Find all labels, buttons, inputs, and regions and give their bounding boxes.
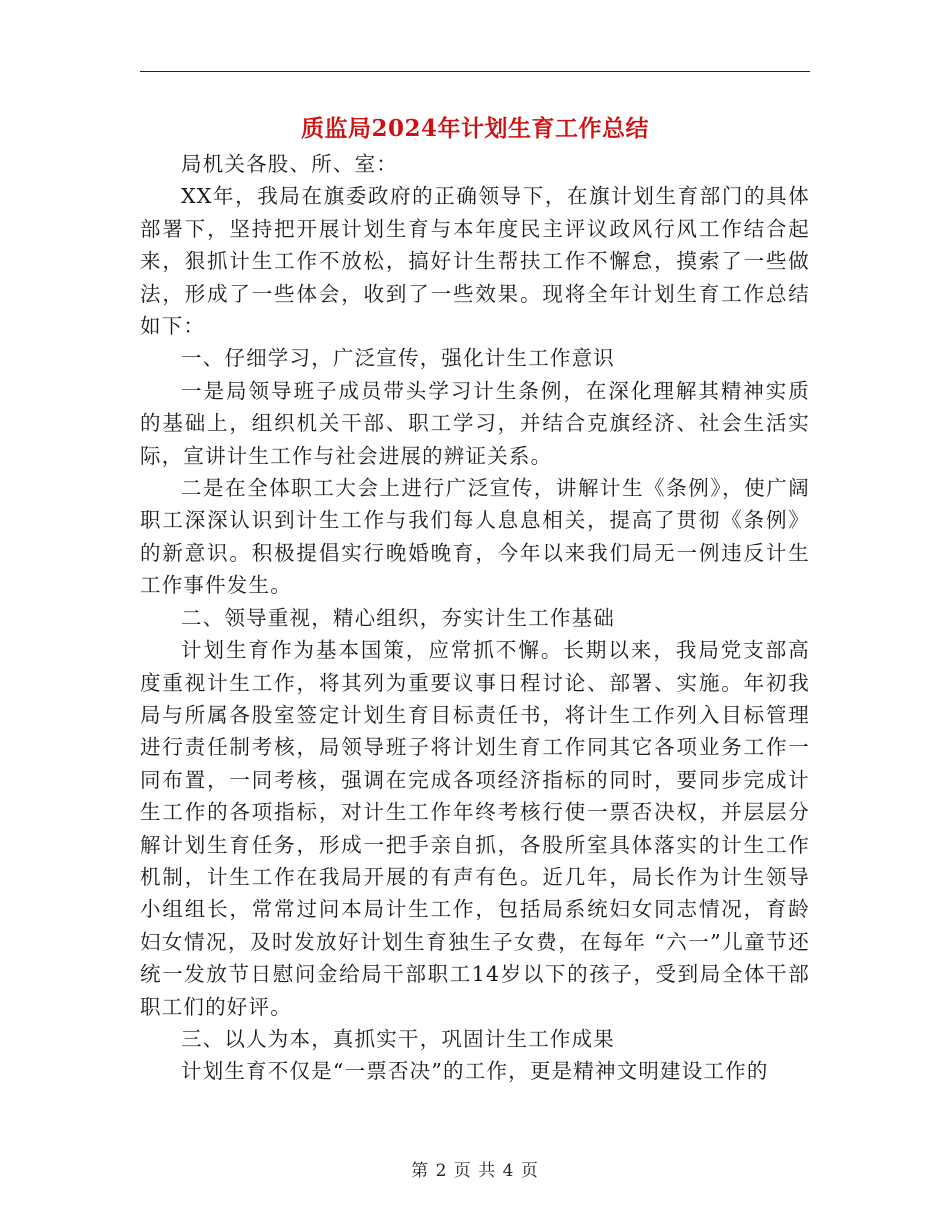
section-heading-3: 三、以人为本，真抓实干，巩固计生工作成果 [181,1026,615,1051]
section-heading-1: 一、仔细学习，广泛宣传，强化计生工作意识 [181,346,615,371]
section-3-paragraph-1: 计划生育不仅是“一票否决”的工作，更是精神文明建设工作的 [181,1059,769,1084]
section-1-paragraph-2: 二是在全体职工大会上进行广泛宣传，讲解计生《条例》，使广阔职工深深认识到计生工作与我们每人息息相关，提高了贯彻《条例》的新意识。积极提倡实行晚婚晚育，今年以来我们局无一例违反计生工作事件发生。 [140,476,810,598]
section-1-paragraph-1: 一是局领导班子成员带头学习计生条例，在深化理解其精神实质的基础上，组织机关干部、职工学习，并结合克旗经济、社会生活实际，宣讲计生工作与社会进展的辨证关系。 [140,378,810,468]
document-title: 质监局2024年计划生育工作总结 [300,115,649,142]
section-2-paragraph-1: 计划生育作为基本国策，应常抓不懈。长期以来，我局党支部高度重视计生工作，将其列为重要议事日程讨论、部署、实施。年初我局与所属各股室签定计划生育目标责任书，将计生工作列入目标管理进行责任制考核，局领导班子将计划生育工作同其它各项业务工作一同布置，一同考核，强调在完成各项经济指标的同时，要同步完成计生工作的各项指标，对计生工作年终考核行使一票否决权，并层层分解计划生育任务，形成一把手亲自抓，各股所室具体落实的计生工作机制，计生工作在我局开展的有声有色。近几年，局长作为计生领导小组组长，常常过问本局计生工作，包括局系统妇女同志情况，育龄妇女情况，及时发放好计划生育独生子女费，在每年 “六一”儿童节还统一发放节日慰问金给局干部职工14岁以下的孩子，受到局全体干部职工们的好评。 [140,638,810,1019]
section-heading-2: 二、领导重视，精心组织，夯实计生工作基础 [181,605,615,630]
header-rule [140,71,810,72]
salutation: 局机关各股、所、室： [181,152,398,176]
page-number-footer: 第 2 页 共 4 页 [411,1161,539,1181]
document-body [140,148,810,1088]
intro-paragraph: XX年，我局在旗委政府的正确领导下，在旗计划生育部门的具体部署下，坚持把开展计划生育与本年度民主评议政风行风工作结合起来，狠抓计生工作不放松，搞好计生帮扶工作不懈怠，摸索了一些做法，形成了一些体会，收到了一些效果。现将全年计划生育工作总结如下： [140,184,810,339]
